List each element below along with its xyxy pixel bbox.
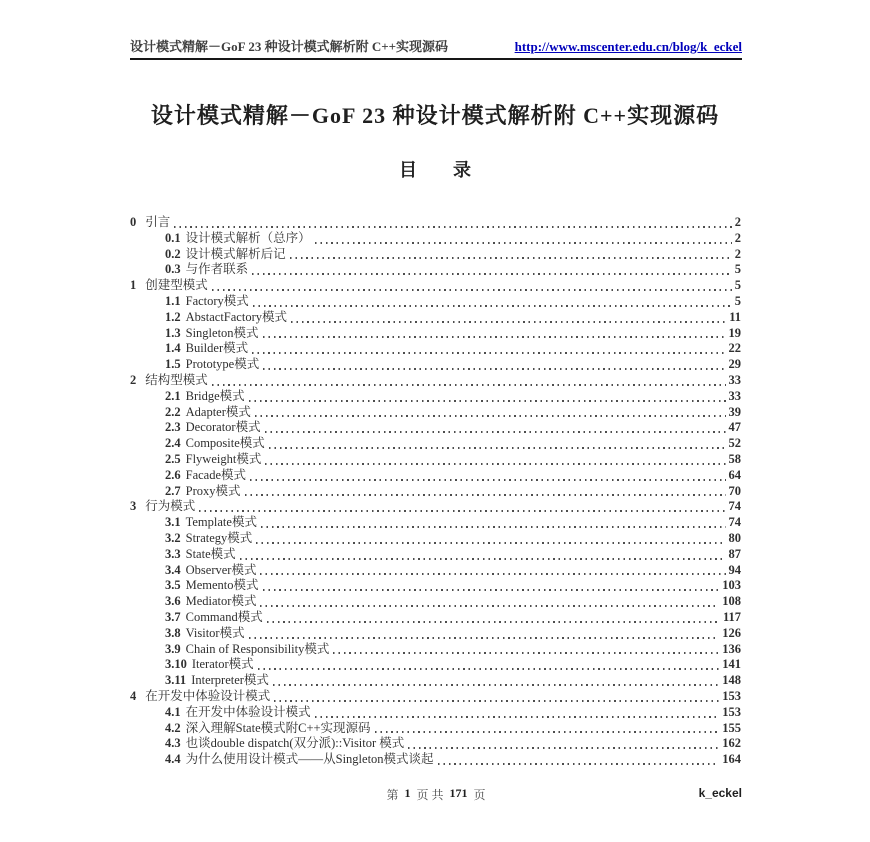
toc-entry-label: 引言 <box>145 215 171 229</box>
toc-entry-label: State模式 <box>185 546 236 561</box>
toc-leader-dots <box>256 542 725 544</box>
toc-entry-number: 1.1 <box>165 293 181 308</box>
toc-leader-dots <box>375 731 720 733</box>
toc-entry <box>130 278 741 294</box>
toc-entry-page: 33 <box>728 388 741 403</box>
toc-entry-page: 64 <box>728 467 741 482</box>
toc-entry-label: Iterator模式 <box>191 657 254 672</box>
toc-entry-number: 3.9 <box>165 641 181 656</box>
toc-entry-page: 155 <box>722 720 741 735</box>
toc-entry-number: 3.10 <box>165 657 187 672</box>
toc-leader-dots <box>174 226 731 228</box>
toc-entry-number: 4.4 <box>165 752 181 767</box>
toc-leader-dots <box>408 747 719 749</box>
toc-leader-dots <box>199 510 725 512</box>
toc-entry-number: 3.6 <box>165 594 181 609</box>
toc-entry-page: 5 <box>734 278 741 293</box>
toc-entry <box>130 420 741 436</box>
toc-entry-page: 2 <box>734 230 741 245</box>
toc-leader-dots <box>291 321 726 323</box>
toc-leader-dots <box>249 400 726 402</box>
running-header <box>130 36 742 60</box>
toc-entry <box>130 721 741 737</box>
toc-entry-label: Bridge模式 <box>185 388 245 403</box>
toc-entry-page: 52 <box>728 436 741 451</box>
toc-entry-number: 3.5 <box>165 578 181 593</box>
toc-entry-number: 2.5 <box>165 451 181 466</box>
toc-leader-dots <box>267 621 720 623</box>
toc-leader-dots <box>263 589 720 591</box>
toc-leader-dots <box>261 526 726 528</box>
toc-entry-label: 设计模式解析后记 <box>185 246 286 261</box>
toc-entry-page: 29 <box>728 357 741 372</box>
toc-entry-page: 47 <box>728 420 741 435</box>
toc-entry-number: 1.2 <box>165 309 181 324</box>
toc-entry-page: 141 <box>722 657 741 672</box>
toc-entry-label: 在开发中体验设计模式 <box>145 688 271 703</box>
toc-leader-dots <box>263 368 725 370</box>
toc-entry <box>130 357 741 373</box>
toc-entry-number: 0.1 <box>165 230 181 245</box>
toc-entry-number: 2.4 <box>165 436 181 451</box>
toc-entry-label: 行为模式 <box>145 499 196 514</box>
toc-leader-dots <box>252 352 725 354</box>
toc-entry <box>130 468 741 484</box>
toc-entry-label: 也谈double dispatch(双分派)::Visitor 模式 <box>185 736 405 751</box>
toc-entry-label: 为什么使用设计模式——从Singleton模式谈起 <box>185 752 434 767</box>
toc-leader-dots <box>252 273 732 275</box>
toc-entry-label: 结构型模式 <box>145 372 208 387</box>
toc-leader-dots <box>258 668 720 670</box>
toc-entry <box>130 736 741 752</box>
toc-entry-number: 3.1 <box>165 515 181 530</box>
toc-entry-page: 2 <box>734 246 741 261</box>
toc-entry-page: 126 <box>722 625 741 640</box>
toc-leader-dots <box>253 305 732 307</box>
toc-entry <box>130 578 741 594</box>
toc-entry <box>130 436 741 452</box>
footer-prefix: 第 <box>386 788 399 802</box>
toc-entry <box>130 484 741 500</box>
page-number-indicator <box>130 786 742 803</box>
toc-entry <box>130 389 741 405</box>
toc-entry <box>130 452 741 468</box>
toc-leader-dots <box>438 763 720 765</box>
toc-entry <box>130 326 741 342</box>
toc-entry-number: 1 <box>130 278 137 293</box>
toc-leader-dots <box>260 605 719 607</box>
toc-leader-dots <box>290 257 732 259</box>
toc-entry <box>130 531 741 547</box>
toc-entry <box>130 373 741 389</box>
toc-entry-label: Strategy模式 <box>185 530 253 545</box>
toc-entry-label: Composite模式 <box>185 436 265 451</box>
toc-entry-page: 94 <box>728 562 741 577</box>
toc-entry <box>130 689 741 705</box>
toc-entry <box>130 405 741 421</box>
toc-leader-dots <box>315 716 720 718</box>
toc-entry-number: 1.3 <box>165 325 181 340</box>
toc-entry <box>130 563 741 579</box>
toc-entry-label: Decorator模式 <box>185 420 261 435</box>
toc-leader-dots <box>250 479 725 481</box>
footer-current-page: 1 <box>404 786 411 800</box>
toc-entry-number: 3.2 <box>165 530 181 545</box>
toc-entry <box>130 262 741 278</box>
author-signature: k_eckel <box>698 786 742 800</box>
toc-entry-number: 0.2 <box>165 246 181 261</box>
toc-entry-label: Factory模式 <box>185 293 249 308</box>
table-of-contents <box>130 215 741 768</box>
toc-entry-page: 22 <box>728 341 741 356</box>
toc-entry-page: 39 <box>728 404 741 419</box>
toc-entry <box>130 231 741 247</box>
toc-entry-page: 164 <box>722 752 741 767</box>
toc-entry-page: 153 <box>722 688 741 703</box>
toc-entry-page: 33 <box>728 372 741 387</box>
toc-leader-dots <box>263 336 726 338</box>
toc-entry <box>130 657 741 673</box>
toc-entry-label: Prototype模式 <box>185 357 260 372</box>
toc-entry-label: Visitor模式 <box>185 625 245 640</box>
toc-leader-dots <box>274 700 719 702</box>
toc-entry-number: 3.11 <box>165 673 187 688</box>
toc-entry-number: 3.8 <box>165 625 181 640</box>
toc-entry <box>130 626 741 642</box>
toc-leader-dots <box>255 415 726 417</box>
toc-entry-number: 2.6 <box>165 467 181 482</box>
toc-entry-number: 4.2 <box>165 720 181 735</box>
toc-entry-number: 2.2 <box>165 404 181 419</box>
toc-entry-page: 117 <box>722 609 741 624</box>
toc-entry <box>130 294 741 310</box>
toc-leader-dots <box>212 384 726 386</box>
header-url-link[interactable]: http://www.mscenter.edu.cn/blog/k_eckel <box>514 39 742 54</box>
toc-entry-page: 5 <box>734 293 741 308</box>
footer-suffix: 页 <box>473 788 486 802</box>
toc-entry-page: 70 <box>728 483 741 498</box>
toc-entry-number: 2 <box>130 372 137 387</box>
toc-entry-page: 136 <box>722 641 741 656</box>
toc-entry <box>130 642 741 658</box>
toc-entry <box>130 310 741 326</box>
toc-entry-number: 1.4 <box>165 341 181 356</box>
toc-entry-label: Proxy模式 <box>185 483 241 498</box>
toc-entry-label: Observer模式 <box>185 562 257 577</box>
toc-entry <box>130 341 741 357</box>
toc-entry-label: Memento模式 <box>185 578 259 593</box>
toc-leader-dots <box>245 494 726 496</box>
toc-entry-page: 108 <box>722 594 741 609</box>
footer-middle: 页 共 <box>416 788 444 802</box>
toc-entry-label: Flyweight模式 <box>185 451 262 466</box>
toc-entry-label: Singleton模式 <box>185 325 259 340</box>
toc-entry-label: Chain of Responsibility模式 <box>185 641 330 656</box>
toc-entry-number: 3 <box>130 499 137 514</box>
toc-entry-label: Builder模式 <box>185 341 249 356</box>
toc-entry-label: 深入理解State模式附C++实现源码 <box>185 720 371 735</box>
toc-leader-dots <box>315 242 732 244</box>
toc-leader-dots <box>249 637 720 639</box>
toc-entry-page: 2 <box>734 215 741 229</box>
toc-entry-number: 0 <box>130 215 137 229</box>
toc-entry <box>130 594 741 610</box>
toc-leader-dots <box>333 652 719 654</box>
toc-entry <box>130 215 741 231</box>
toc-entry-number: 3.3 <box>165 546 181 561</box>
toc-entry <box>130 673 741 689</box>
toc-entry-page: 11 <box>729 309 741 324</box>
toc-entry <box>130 247 741 263</box>
toc-entry-label: AbstactFactory模式 <box>185 309 287 324</box>
toc-entry-page: 58 <box>728 451 741 466</box>
page-footer <box>130 786 742 803</box>
toc-entry-label: Adapter模式 <box>185 404 251 419</box>
toc-leader-dots <box>212 289 732 291</box>
toc-leader-dots <box>260 573 725 575</box>
toc-entry-page: 74 <box>728 499 741 514</box>
toc-entry-page: 87 <box>728 546 741 561</box>
toc-entry <box>130 515 741 531</box>
footer-total-pages: 171 <box>449 786 468 800</box>
toc-leader-dots <box>273 684 719 686</box>
toc-leader-dots <box>265 463 725 465</box>
toc-entry-page: 80 <box>728 530 741 545</box>
toc-entry-number: 2.3 <box>165 420 181 435</box>
toc-heading: 目 录 <box>399 160 471 180</box>
toc-entry-number: 2.7 <box>165 483 181 498</box>
toc-entry-label: Facade模式 <box>185 467 247 482</box>
toc-entry-label: 创建型模式 <box>145 278 208 293</box>
toc-entry-number: 3.7 <box>165 609 181 624</box>
toc-entry-number: 2.1 <box>165 388 181 403</box>
toc-entry-page: 74 <box>728 515 741 530</box>
toc-leader-dots <box>269 447 726 449</box>
toc-entry <box>130 610 741 626</box>
toc-entry-number: 0.3 <box>165 262 181 277</box>
toc-entry-label: Interpreter模式 <box>191 673 269 688</box>
toc-entry-page: 153 <box>722 704 741 719</box>
toc-entry-page: 103 <box>722 578 741 593</box>
toc-entry-label: Template模式 <box>185 515 257 530</box>
toc-entry-label: 在开发中体验设计模式 <box>185 704 311 719</box>
toc-entry-page: 162 <box>722 736 741 751</box>
toc-leader-dots <box>265 431 726 433</box>
toc-entry-number: 3.4 <box>165 562 181 577</box>
toc-entry-label: 设计模式解析（总序） <box>185 230 311 245</box>
toc-entry-page: 19 <box>728 325 741 340</box>
toc-entry <box>130 752 741 768</box>
toc-leader-dots <box>240 558 726 560</box>
toc-entry-label: Command模式 <box>185 609 263 624</box>
toc-entry-number: 4 <box>130 688 137 703</box>
page-title: 设计模式精解－GoF 23 种设计模式解析附 C++实现源码 <box>150 103 720 128</box>
toc-entry-number: 1.5 <box>165 357 181 372</box>
toc-entry-page: 5 <box>734 262 741 277</box>
toc-entry-label: 与作者联系 <box>185 262 249 277</box>
toc-entry-number: 4.1 <box>165 704 181 719</box>
toc-entry <box>130 547 741 563</box>
toc-entry-number: 4.3 <box>165 736 181 751</box>
toc-entry <box>130 499 741 515</box>
running-header-title: 设计模式精解－GoF 23 种设计模式解析附 C++实现源码 <box>130 39 449 54</box>
toc-entry-label: Mediator模式 <box>185 594 257 609</box>
toc-entry <box>130 705 741 721</box>
toc-entry-page: 148 <box>722 673 741 688</box>
